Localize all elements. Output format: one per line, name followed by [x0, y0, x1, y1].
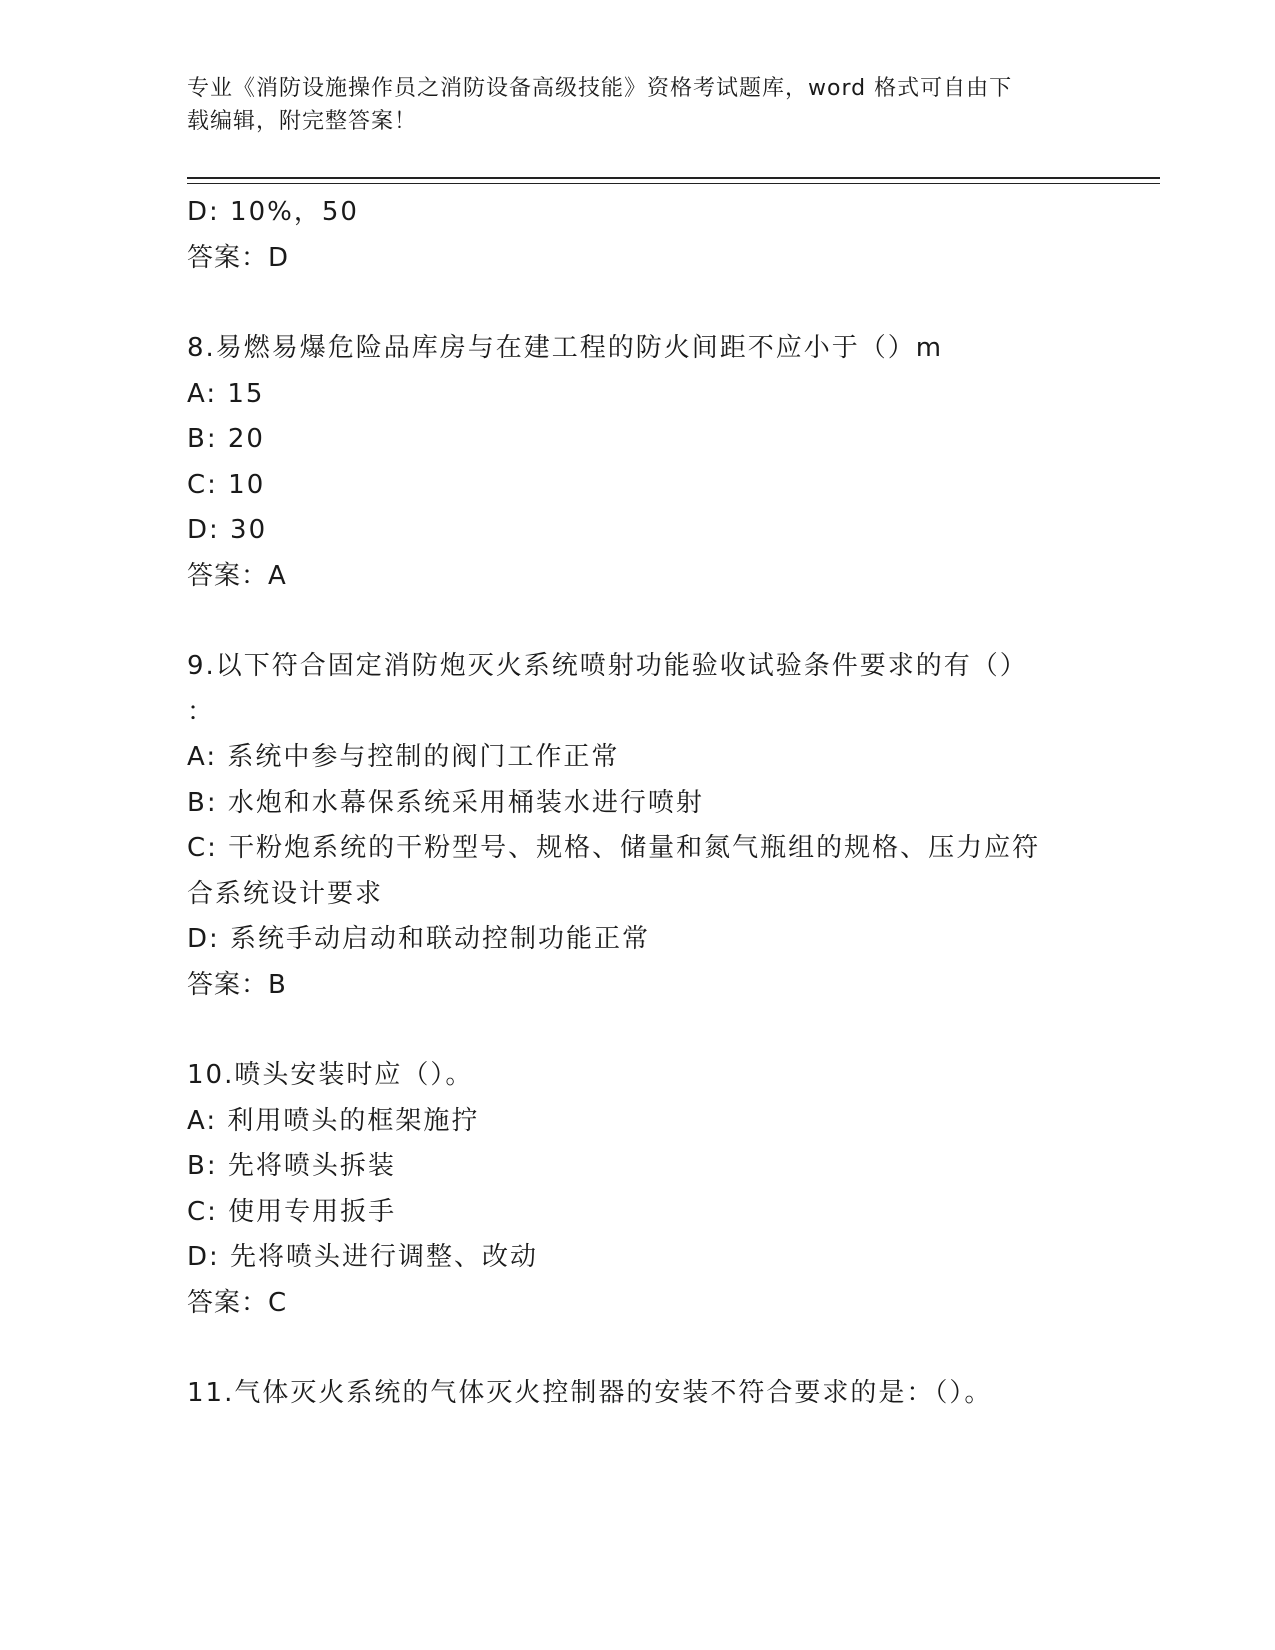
header-divider-thin — [187, 183, 1160, 184]
option-b: B: 先将喷头拆装 — [187, 1151, 396, 1181]
header-line-2: 载编辑，附完整答案！ — [187, 109, 418, 134]
spacer — [187, 599, 1087, 644]
answer-line: 答案：D — [187, 242, 290, 273]
spacer — [187, 1008, 1087, 1053]
option-d: D: 10%，50 — [187, 197, 359, 227]
question-stem: 10.喷头安装时应（）。 — [187, 1060, 474, 1090]
option-a: A: 系统中参与控制的阀门工作正常 — [187, 742, 620, 772]
header-divider-thick — [187, 177, 1160, 179]
option-c-continued: 合系统设计要求 — [187, 878, 384, 909]
option-a: A: 利用喷头的框架施拧 — [187, 1105, 480, 1136]
question-stem: 11.气体灭火系统的气体灭火控制器的安装不符合要求的是：（）。 — [187, 1378, 993, 1408]
option-c: C: 使用专用扳手 — [187, 1196, 397, 1227]
question-8 — [187, 326, 1087, 599]
option-d: D: 30 — [187, 515, 268, 545]
option-b: B: 水炮和水幕保系统采用桶装水进行喷射 — [187, 787, 704, 818]
answer-line: 答案：A — [187, 560, 287, 591]
question-stem: 9.以下符合固定消防炮灭火系统喷射功能验收试验条件要求的有（） — [187, 651, 1028, 681]
answer-line: 答案：C — [187, 1287, 288, 1318]
question-stem: 8.易燃易爆危险品库房与在建工程的防火间距不应小于（）m — [187, 333, 944, 363]
question-11 — [187, 1371, 1087, 1417]
document-body — [187, 190, 1087, 1417]
question-9 — [187, 644, 1087, 1008]
answer-line: 答案：B — [187, 969, 287, 1000]
option-c: C: 干粉炮系统的干粉型号、规格、储量和氮气瓶组的规格、压力应符 — [187, 833, 1041, 863]
option-a: A: 15 — [187, 378, 265, 409]
spacer — [187, 281, 1087, 326]
option-d: D: 系统手动启动和联动控制功能正常 — [187, 924, 651, 954]
question-stem-continued: ： — [187, 696, 216, 727]
option-c: C: 10 — [187, 469, 266, 500]
header-line-1: 专业《消防设施操作员之消防设备高级技能》资格考试题库，word 格式可自由下 — [187, 76, 1013, 101]
option-d: D: 先将喷头进行调整、改动 — [187, 1242, 539, 1272]
spacer — [187, 1326, 1087, 1371]
question-10 — [187, 1053, 1087, 1326]
document-header — [187, 72, 1087, 138]
option-b: B: 20 — [187, 424, 265, 454]
